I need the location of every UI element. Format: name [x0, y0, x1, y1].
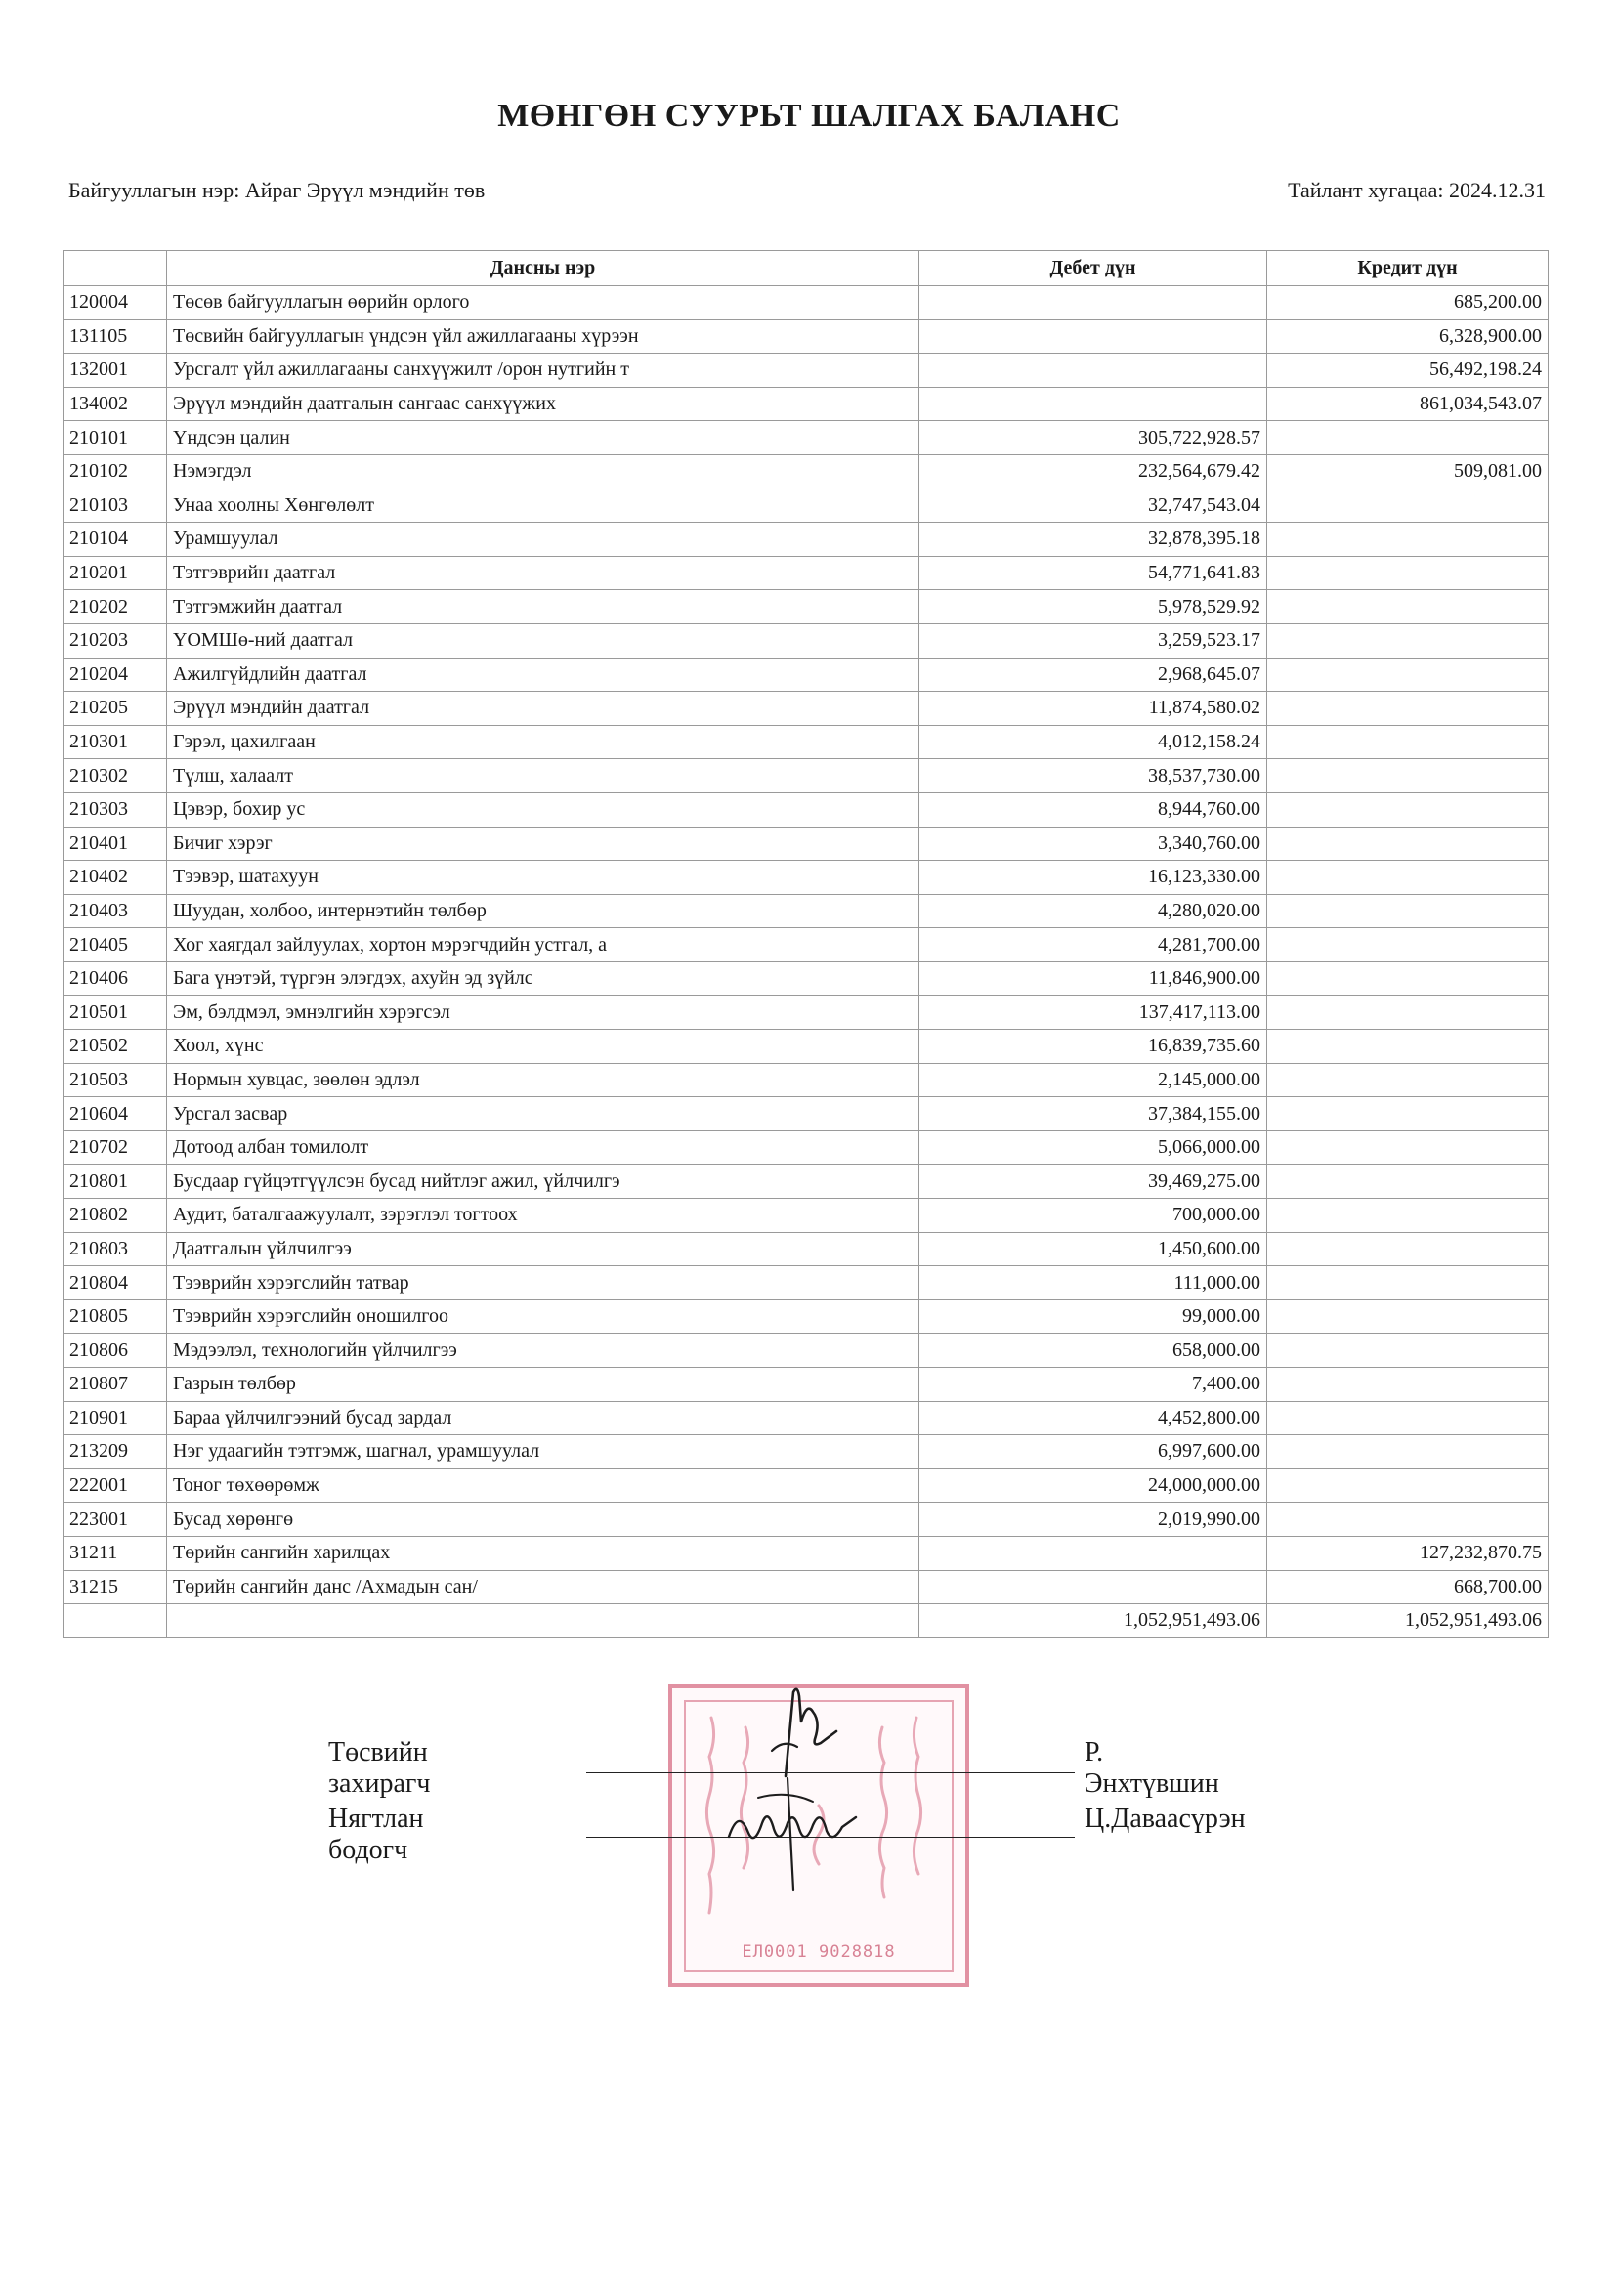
signature-role-label: Төсвийн захирагч: [328, 1737, 431, 1799]
account-code: 31215: [64, 1570, 167, 1604]
table-row: [64, 1165, 1549, 1199]
account-name: Төрийн сангийн харилцах: [167, 1536, 919, 1570]
debit-amount: 700,000.00: [919, 1199, 1267, 1233]
credit-amount: [1267, 623, 1549, 658]
table-row: [64, 692, 1549, 726]
table-row: [64, 1468, 1549, 1503]
account-code: 210401: [64, 827, 167, 861]
account-code: 210204: [64, 658, 167, 692]
account-name: Тэтгэмжийн даатгал: [167, 590, 919, 624]
document-title: МӨНГӨН СУУРЬТ ШАЛГАХ БАЛАНС: [497, 98, 1121, 134]
signature-role-label: Нягтлан бодогч: [328, 1804, 424, 1865]
account-name: Бусад хөрөнгө: [167, 1503, 919, 1537]
trial-balance-table: [63, 250, 1549, 1638]
debit-amount: 16,123,330.00: [919, 861, 1267, 895]
account-name: ҮОМШө-ний даатгал: [167, 623, 919, 658]
account-code: 210501: [64, 996, 167, 1030]
table-row: [64, 928, 1549, 962]
account-code: 210205: [64, 692, 167, 726]
table-row: [64, 861, 1549, 895]
account-code: 210302: [64, 759, 167, 793]
credit-amount: [1267, 1299, 1549, 1334]
account-code: 120004: [64, 286, 167, 320]
credit-amount: [1267, 792, 1549, 827]
account-name: Ажилгүйдлийн даатгал: [167, 658, 919, 692]
account-name: Тээврийн хэрэгслийн оношилгоо: [167, 1299, 919, 1334]
debit-amount: 3,340,760.00: [919, 827, 1267, 861]
account-code: 223001: [64, 1503, 167, 1537]
account-code: 210604: [64, 1097, 167, 1131]
debit-amount: 111,000.00: [919, 1266, 1267, 1300]
account-name: Төрийн сангийн данс /Ахмадын сан/: [167, 1570, 919, 1604]
signature-person-name: Ц.Даваасүрэн: [1085, 1804, 1246, 1834]
credit-amount: [1267, 489, 1549, 523]
credit-amount: [1267, 996, 1549, 1030]
account-name: Эрүүл мэндийн даатгалын сангаас санхүүжих: [167, 387, 919, 421]
debit-amount: 658,000.00: [919, 1334, 1267, 1368]
account-code: 131105: [64, 319, 167, 354]
table-row: [64, 1401, 1549, 1435]
debit-amount: 11,846,900.00: [919, 961, 1267, 996]
account-name: Урамшуулал: [167, 523, 919, 557]
account-name: Нэг удаагийн тэтгэмж, шагнал, урамшуулал: [167, 1435, 919, 1469]
debit-amount: 5,066,000.00: [919, 1130, 1267, 1165]
account-name: Даатгалын үйлчилгээ: [167, 1232, 919, 1266]
totals-code-cell: [64, 1604, 167, 1638]
account-name: Цэвэр, бохир ус: [167, 792, 919, 827]
account-name: Хог хаягдал зайлуулах, хортон мэрэгчдийн устгал, а: [167, 928, 919, 962]
organization-name: Байгууллагын нэр: Айраг Эрүүл мэндийн төв: [68, 178, 486, 202]
table-row: [64, 1570, 1549, 1604]
account-name: Унаа хоолны Хөнгөлөлт: [167, 489, 919, 523]
table-row: [64, 286, 1549, 320]
table-row: [64, 1503, 1549, 1537]
table-row: [64, 1368, 1549, 1402]
credit-amount: [1267, 1063, 1549, 1097]
account-name: Төсвийн байгууллагын үндсэн үйл ажиллагааны хүрээн: [167, 319, 919, 354]
table-row: [64, 1199, 1549, 1233]
table-row: [64, 454, 1549, 489]
account-name: Хоол, хүнс: [167, 1030, 919, 1064]
account-name: Үндсэн цалин: [167, 421, 919, 455]
credit-amount: [1267, 1130, 1549, 1165]
table-row: [64, 1266, 1549, 1300]
account-name: Гэрэл, цахилгаан: [167, 725, 919, 759]
debit-amount: 54,771,641.83: [919, 556, 1267, 590]
debit-amount: 137,417,113.00: [919, 996, 1267, 1030]
credit-amount: [1267, 961, 1549, 996]
credit-amount: [1267, 1266, 1549, 1300]
account-code: 210201: [64, 556, 167, 590]
account-name: Тээвэр, шатахуун: [167, 861, 919, 895]
totals-row: [64, 1604, 1549, 1638]
debit-amount: 3,259,523.17: [919, 623, 1267, 658]
table-row: [64, 759, 1549, 793]
account-code: 210405: [64, 928, 167, 962]
account-name: Урсгал засвар: [167, 1097, 919, 1131]
credit-amount: [1267, 759, 1549, 793]
table-row: [64, 894, 1549, 928]
account-code: 210102: [64, 454, 167, 489]
debit-amount: 32,747,543.04: [919, 489, 1267, 523]
debit-amount: 6,997,600.00: [919, 1435, 1267, 1469]
column-header-code: [64, 251, 167, 286]
account-code: 213209: [64, 1435, 167, 1469]
credit-amount: [1267, 421, 1549, 455]
account-name: Бичиг хэрэг: [167, 827, 919, 861]
table-row: [64, 658, 1549, 692]
column-header-credit: Кредит дүн: [1267, 251, 1549, 286]
account-name: Урсгалт үйл ажиллагааны санхүүжилт /орон нутгийн т: [167, 354, 919, 388]
account-code: 210503: [64, 1063, 167, 1097]
table-row: [64, 590, 1549, 624]
report-period: Тайлант хугацаа: 2024.12.31: [1288, 178, 1546, 202]
table-row: [64, 1130, 1549, 1165]
debit-amount: 4,281,700.00: [919, 928, 1267, 962]
account-name: Шуудан, холбоо, интернэтийн төлбөр: [167, 894, 919, 928]
totals-name-cell: [167, 1604, 919, 1638]
account-code: 210101: [64, 421, 167, 455]
account-code: 210901: [64, 1401, 167, 1435]
account-code: 210104: [64, 523, 167, 557]
table-row: [64, 1030, 1549, 1064]
table-row: [64, 489, 1549, 523]
account-code: 210806: [64, 1334, 167, 1368]
account-name: Эрүүл мэндийн даатгал: [167, 692, 919, 726]
account-code: 132001: [64, 354, 167, 388]
debit-amount: 4,280,020.00: [919, 894, 1267, 928]
account-name: Тоног төхөөрөмж: [167, 1468, 919, 1503]
table-row: [64, 623, 1549, 658]
credit-amount: 6,328,900.00: [1267, 319, 1549, 354]
credit-amount: [1267, 827, 1549, 861]
debit-amount: 4,012,158.24: [919, 725, 1267, 759]
credit-amount: [1267, 1334, 1549, 1368]
debit-amount: 1,450,600.00: [919, 1232, 1267, 1266]
stamp-registration-code: ЕЛ0001 9028818: [742, 1942, 896, 1962]
debit-amount: 37,384,155.00: [919, 1097, 1267, 1131]
credit-amount: [1267, 928, 1549, 962]
account-code: 210802: [64, 1199, 167, 1233]
debit-amount: 305,722,928.57: [919, 421, 1267, 455]
account-code: 210403: [64, 894, 167, 928]
table-row: [64, 421, 1549, 455]
account-code: 210402: [64, 861, 167, 895]
total-credit: 1,052,951,493.06: [1267, 1604, 1549, 1638]
credit-amount: [1267, 861, 1549, 895]
table-body: [64, 286, 1549, 1604]
credit-amount: 861,034,543.07: [1267, 387, 1549, 421]
credit-amount: 685,200.00: [1267, 286, 1549, 320]
table-row: [64, 354, 1549, 388]
account-name: Тэтгэврийн даатгал: [167, 556, 919, 590]
account-code: 210203: [64, 623, 167, 658]
credit-amount: 127,232,870.75: [1267, 1536, 1549, 1570]
credit-amount: [1267, 1097, 1549, 1131]
credit-amount: [1267, 894, 1549, 928]
table-row: [64, 961, 1549, 996]
debit-amount: 2,019,990.00: [919, 1503, 1267, 1537]
table-row: [64, 556, 1549, 590]
credit-amount: 509,081.00: [1267, 454, 1549, 489]
account-code: 210702: [64, 1130, 167, 1165]
credit-amount: [1267, 1401, 1549, 1435]
credit-amount: [1267, 1503, 1549, 1537]
table-row: [64, 1334, 1549, 1368]
account-name: Мэдээлэл, технологийн үйлчилгээ: [167, 1334, 919, 1368]
debit-amount: 24,000,000.00: [919, 1468, 1267, 1503]
credit-amount: [1267, 725, 1549, 759]
table-row: [64, 725, 1549, 759]
credit-amount: [1267, 1199, 1549, 1233]
account-code: 210303: [64, 792, 167, 827]
account-name: Нормын хувцас, зөөлөн эдлэл: [167, 1063, 919, 1097]
account-code: 210103: [64, 489, 167, 523]
credit-amount: [1267, 1030, 1549, 1064]
table-row: [64, 792, 1549, 827]
debit-amount: 11,874,580.02: [919, 692, 1267, 726]
credit-amount: [1267, 1435, 1549, 1469]
table-row: [64, 319, 1549, 354]
account-name: Бараа үйлчилгээний бусад зардал: [167, 1401, 919, 1435]
account-code: 210406: [64, 961, 167, 996]
column-header-account-name: Дансны нэр: [167, 251, 919, 286]
debit-amount: [919, 387, 1267, 421]
credit-amount: [1267, 556, 1549, 590]
account-name: Түлш, халаалт: [167, 759, 919, 793]
account-name: Төсөв байгууллагын өөрийн орлого: [167, 286, 919, 320]
credit-amount: [1267, 692, 1549, 726]
account-code: 210803: [64, 1232, 167, 1266]
debit-amount: 39,469,275.00: [919, 1165, 1267, 1199]
debit-amount: 5,978,529.92: [919, 590, 1267, 624]
credit-amount: 668,700.00: [1267, 1570, 1549, 1604]
account-code: 222001: [64, 1468, 167, 1503]
account-name: Бага үнэтэй, түргэн элэгдэх, ахуйн эд зүйлс: [167, 961, 919, 996]
credit-amount: [1267, 1232, 1549, 1266]
account-code: 134002: [64, 387, 167, 421]
table-row: [64, 827, 1549, 861]
debit-amount: 99,000.00: [919, 1299, 1267, 1334]
credit-amount: [1267, 590, 1549, 624]
debit-amount: [919, 286, 1267, 320]
account-code: 210801: [64, 1165, 167, 1199]
column-header-debit: Дебет дүн: [919, 251, 1267, 286]
account-name: Аудит, баталгаажуулалт, зэрэглэл тогтоох: [167, 1199, 919, 1233]
account-name: Газрын төлбөр: [167, 1368, 919, 1402]
account-name: Дотоод албан томилолт: [167, 1130, 919, 1165]
account-code: 210804: [64, 1266, 167, 1300]
signature-person-name: Р. Энхтүвшин: [1085, 1737, 1219, 1799]
debit-amount: 38,537,730.00: [919, 759, 1267, 793]
credit-amount: [1267, 1368, 1549, 1402]
debit-amount: 7,400.00: [919, 1368, 1267, 1402]
debit-amount: 4,452,800.00: [919, 1401, 1267, 1435]
credit-amount: [1267, 1165, 1549, 1199]
handwritten-signature-2: [719, 1768, 866, 1895]
table-row: [64, 1536, 1549, 1570]
table-row: [64, 387, 1549, 421]
debit-amount: 8,944,760.00: [919, 792, 1267, 827]
account-code: 210807: [64, 1368, 167, 1402]
table-row: [64, 996, 1549, 1030]
debit-amount: [919, 1570, 1267, 1604]
credit-amount: [1267, 523, 1549, 557]
debit-amount: 32,878,395.18: [919, 523, 1267, 557]
table-row: [64, 1063, 1549, 1097]
account-code: 210301: [64, 725, 167, 759]
debit-amount: 2,145,000.00: [919, 1063, 1267, 1097]
debit-amount: 232,564,679.42: [919, 454, 1267, 489]
debit-amount: [919, 319, 1267, 354]
account-name: Бусдаар гүйцэтгүүлсэн бусад нийтлэг ажил, үйлчилгэ: [167, 1165, 919, 1199]
account-code: 210502: [64, 1030, 167, 1064]
table-row: [64, 523, 1549, 557]
credit-amount: [1267, 1468, 1549, 1503]
table-row: [64, 1232, 1549, 1266]
debit-amount: 16,839,735.60: [919, 1030, 1267, 1064]
table-header-row: [64, 251, 1549, 286]
credit-amount: 56,492,198.24: [1267, 354, 1549, 388]
total-debit: 1,052,951,493.06: [919, 1604, 1267, 1638]
table-row: [64, 1299, 1549, 1334]
account-name: Тээврийн хэрэгслийн татвар: [167, 1266, 919, 1300]
account-code: 31211: [64, 1536, 167, 1570]
debit-amount: [919, 354, 1267, 388]
table-row: [64, 1097, 1549, 1131]
table-row: [64, 1435, 1549, 1469]
debit-amount: [919, 1536, 1267, 1570]
account-code: 210805: [64, 1299, 167, 1334]
debit-amount: 2,968,645.07: [919, 658, 1267, 692]
account-name: Эм, бэлдмэл, эмнэлгийн хэрэгсэл: [167, 996, 919, 1030]
account-name: Нэмэгдэл: [167, 454, 919, 489]
credit-amount: [1267, 658, 1549, 692]
account-code: 210202: [64, 590, 167, 624]
